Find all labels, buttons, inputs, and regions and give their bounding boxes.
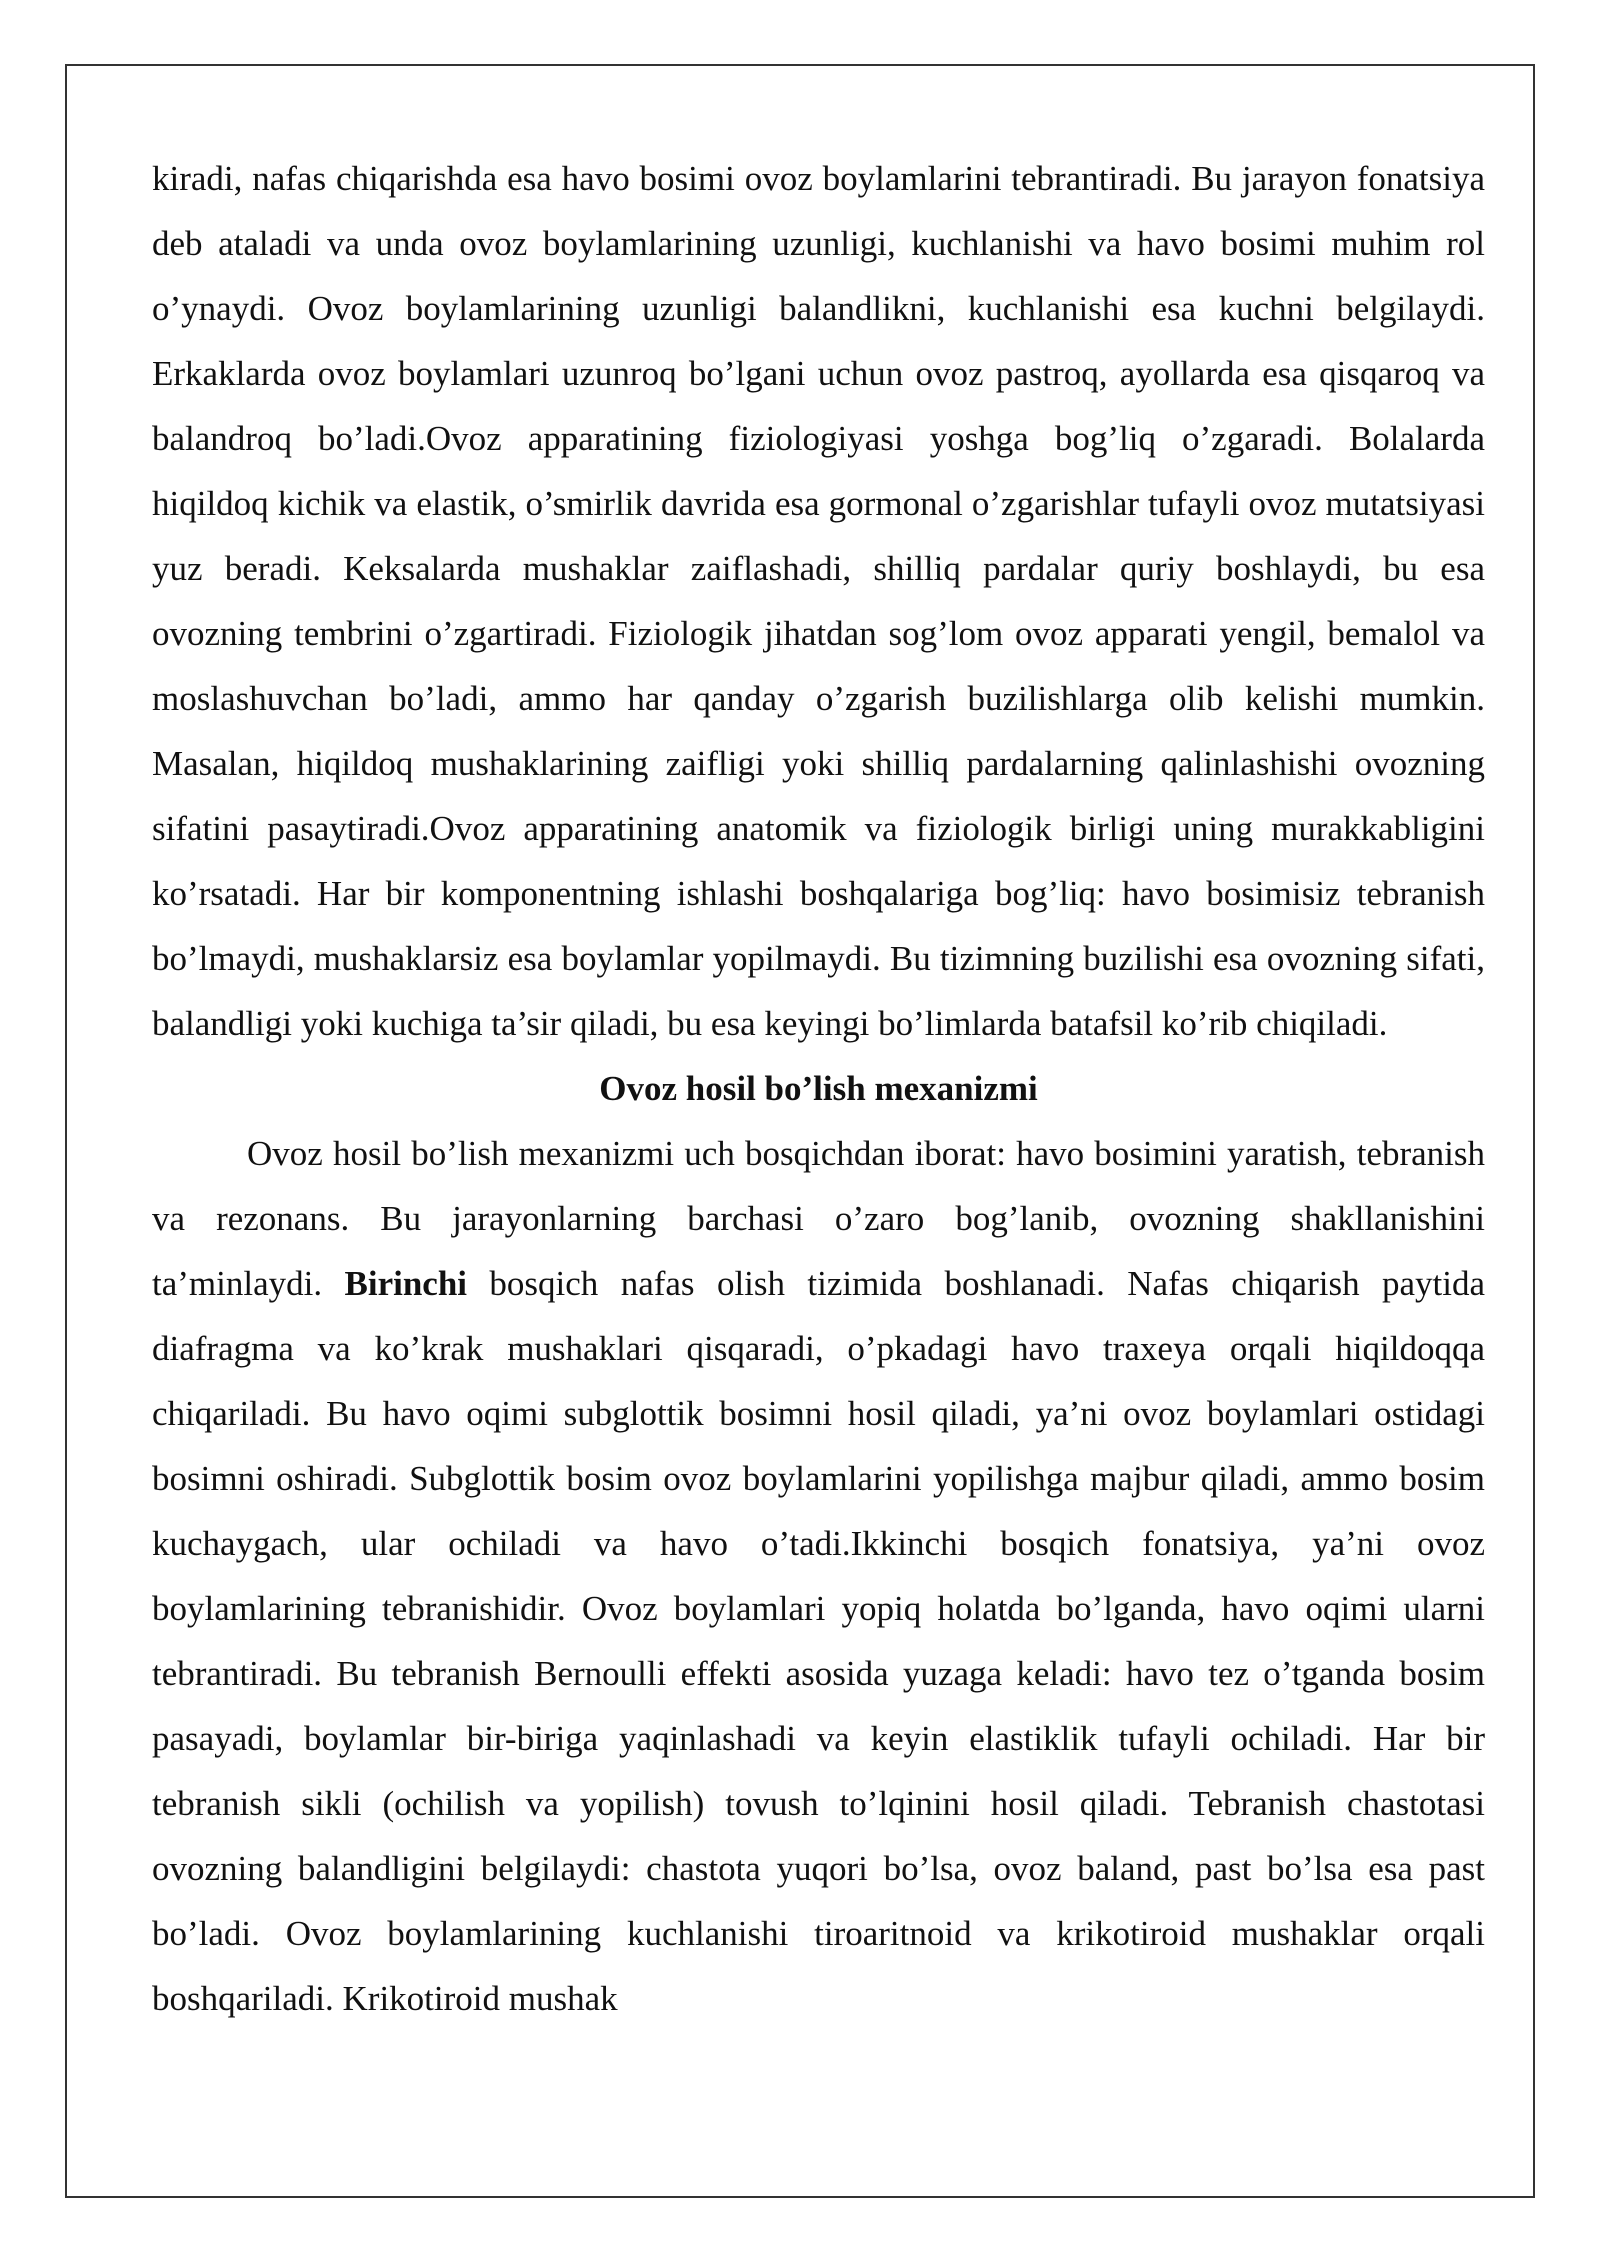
- section-heading: Ovoz hosil bo’lish mexanizmi: [599, 1069, 1038, 1108]
- paragraph: kiradi, nafas chiqarishda esa havo bosimi ovoz boylamlarini tebrantiradi. Bu jarayon fonatsiya deb ataladi va unda ovoz boylamlarining uzunligi, kuchlanishi va havo bosimi muhim rol o’ynaydi. Ovoz boylamlarining uzunligi balandlikni, kuchlanishi esa kuchni belgilaydi. Erkaklarda ovoz boylamlari uzunroq bo’lgani uchun ovoz pastroq, ayollarda esa qisqaroq va balandroq bo’ladi.Ovoz apparatining fiziologiyasi yoshga bog’liq o’zgaradi. Bolalarda hiqildoq kichik va elastik, o’smirlik davrida esa gormonal o’zgarishlar tufayli ovoz mutatsiyasi yuz beradi. Keksalarda mushaklar zaiflashadi, shilliq pardalar quriy boshlaydi, bu esa ovozning tembrini o’zgartiradi. Fiziologik jihatdan sog’lom ovoz apparati yengil, bemalol va moslashuvchan bo’ladi, ammo har qanday o’zgarish buzilishlarga olib kelishi mumkin. Masalan, hiqildoq mushaklarining zaifligi yoki shilliq pardalarning qalinlashishi ovozning sifatini pasaytiradi.Ovoz apparatining anatomik va fiziologik birligi uning murakkabligini ko’rsatadi. Har bir komponentning ishlashi boshqalariga bog’liq: havo bosimisiz tebranish bo’lmaydi, mushaklarsiz esa boylamlar yopilmaydi. Bu tizimning buzilishi esa ovozning sifati, balandligi yoki kuchiga ta’sir qiladi, bu esa keyingi bo’limlarda batafsil ko’rib chiqiladi.: [152, 159, 1485, 1043]
- bold-term: Birinchi: [344, 1264, 468, 1303]
- paragraph-text: bosqich nafas olish tizimida boshlanadi. Nafas chiqarish paytida diafragma va ko’krak mushaklari qisqaradi, o’pkadagi havo traxeya orqali hiqildoqqa chiqariladi. Bu havo oqimi subglottik bosimni hosil qiladi, ya’ni ovoz boylamlari ostidagi bosimni oshiradi. Subglottik bosim ovoz boylamlarini yopilishga majbur qiladi, ammo bosim kuchaygach, ular ochiladi va havo o’tadi.Ikkinchi bosqich fonatsiya, ya’ni ovoz boylamlarining tebranishidir. Ovoz boylamlari yopiq holatda bo’lganda, havo oqimi ularni tebrantiradi. Bu tebranish Bernoulli effekti asosida yuzaga keladi: havo tez o’tganda bosim pasayadi, boylamlar bir-biriga yaqinlashadi va keyin elastiklik tufayli ochiladi. Har bir tebranish sikli (ochilish va yopilish) tovush to’lqinini hosil qiladi. Tebranish chastotasi ovozning balandligini belgilaydi: chastota yuqori bo’lsa, ovoz baland, past bo’lsa esa past bo’ladi. Ovoz boylamlarining kuchlanishi tiroaritnoid va krikotiroid mushaklar orqali boshqariladi. Krikotiroid mushak: [152, 1264, 1485, 2018]
- paragraph-text: Ovoz hosil bo’lish mexanizmi uch bosqichdan iborat: havo bosimini yaratish, tebranish va rezonans. Bu jarayonlarning barchasi o’zaro bog’lanib, ovozning shakllanishini ta’minlaydi.: [152, 1134, 1485, 1303]
- document-body: [152, 146, 1485, 2031]
- paragraph: [152, 1121, 1485, 2031]
